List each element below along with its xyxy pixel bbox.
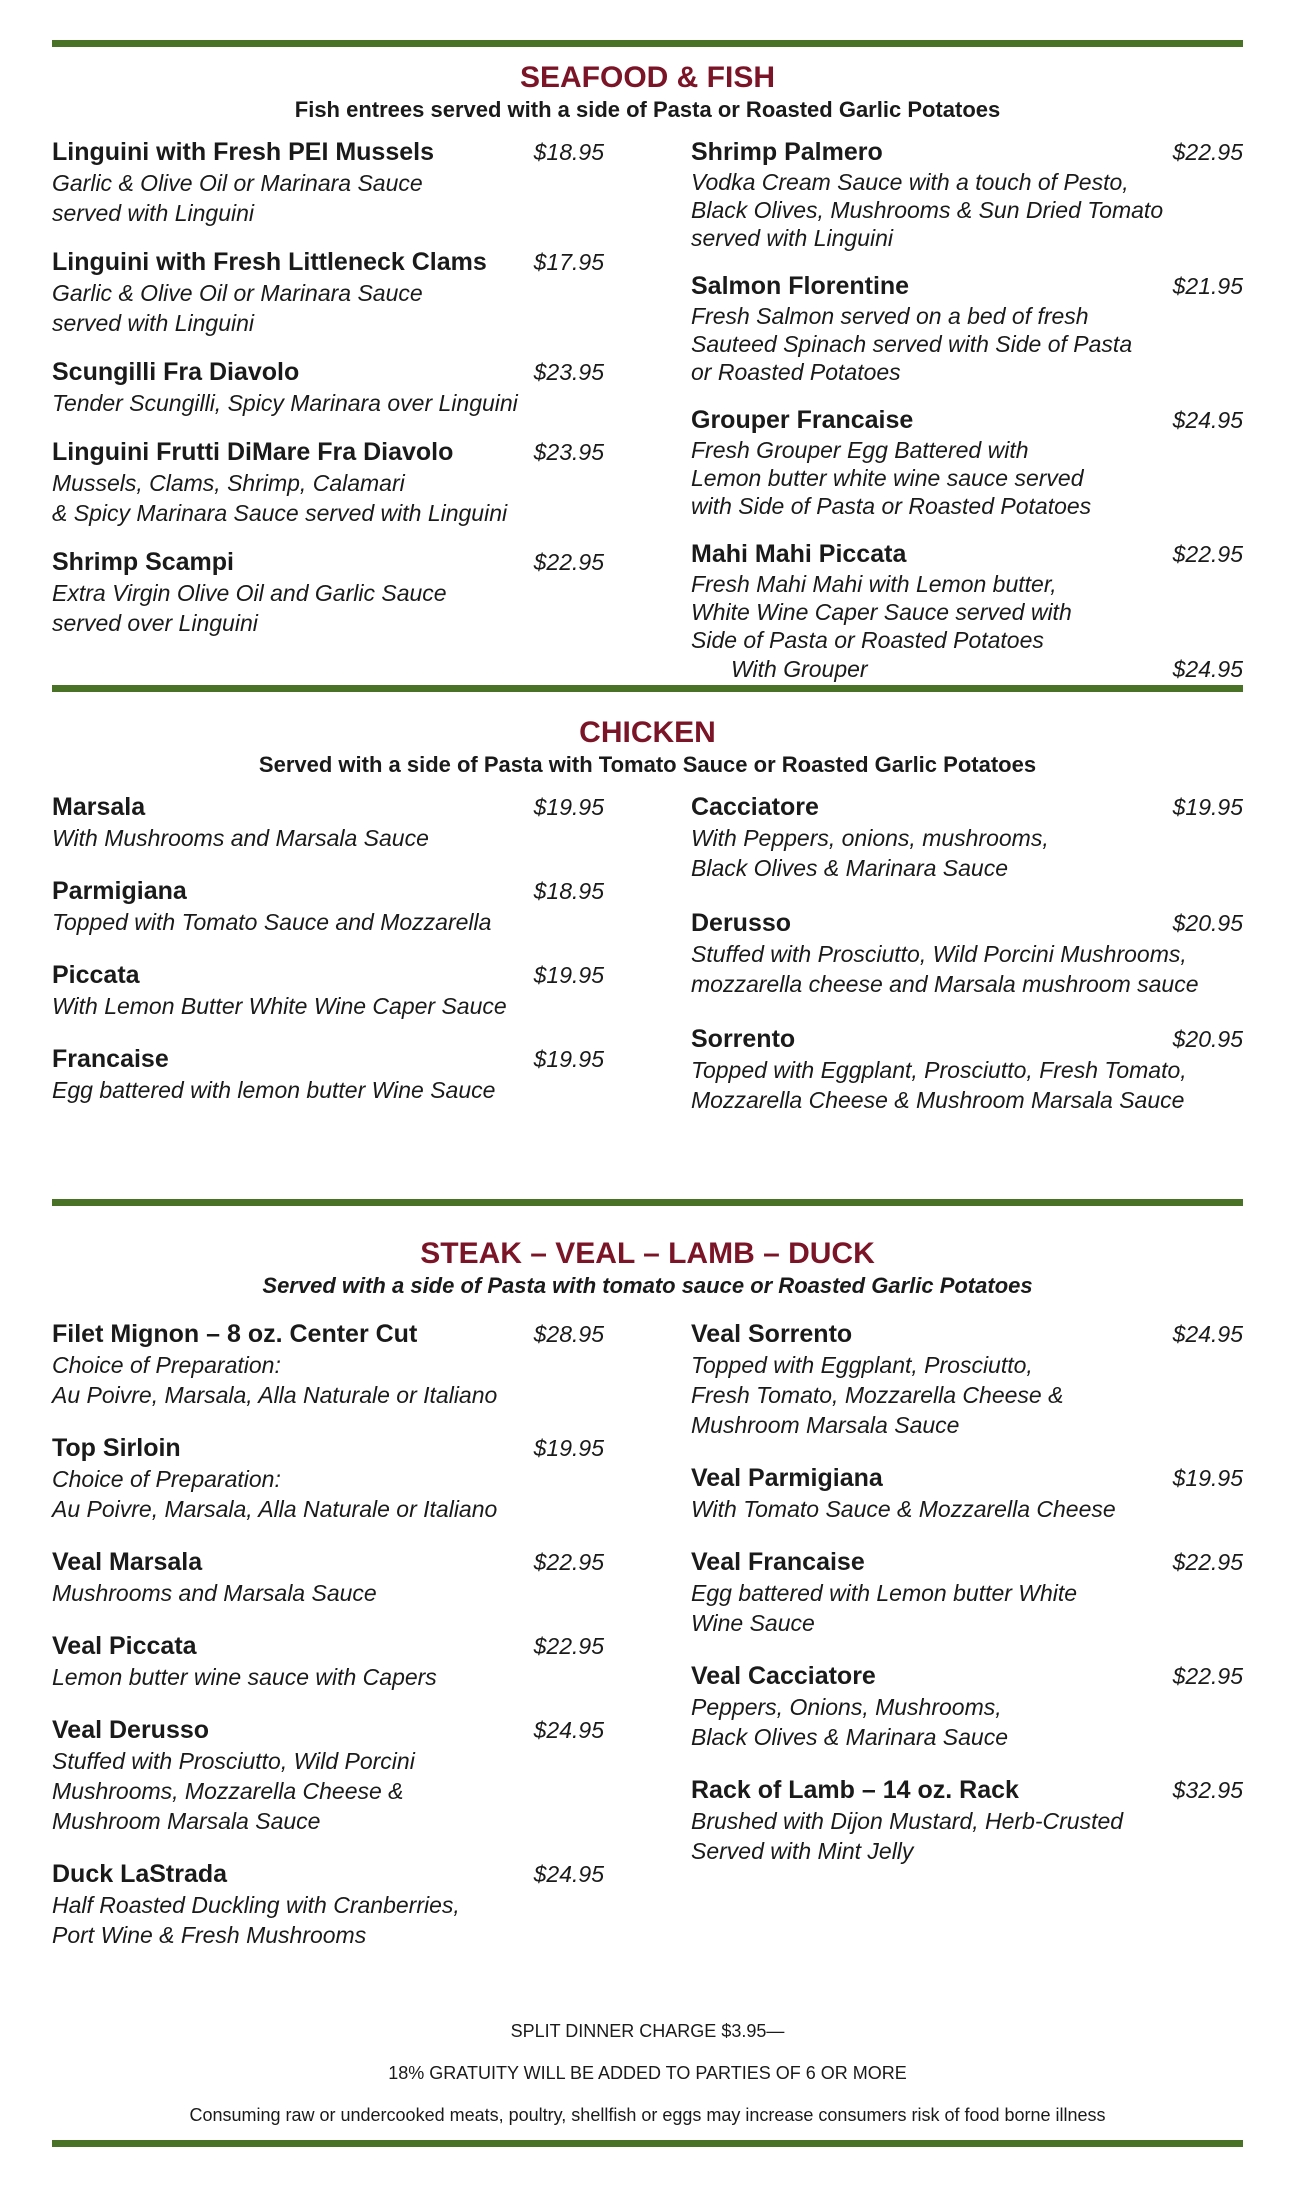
- food-safety-warning: Consuming raw or undercooked meats, poultry, shellfish or eggs may increase consumers risk of food borne illness: [189, 2105, 1106, 2125]
- chicken-right-column: [691, 791, 1243, 1133]
- chicken-subtitle: Served with a side of Pasta with Tomato Sauce or Roasted Garlic Potatoes: [258, 752, 1037, 777]
- divider-seafood-chicken: [52, 685, 1243, 692]
- item-price: $19.95: [1172, 1465, 1243, 1491]
- item-name: Veal Cacciatore: [691, 1662, 876, 1690]
- item-name: Francaise: [52, 1045, 169, 1073]
- item-description: Fresh Mahi Mahi with Lemon butter, White Wine Caper Sauce served with Side of Pasta or Roasted Potatoes: [691, 571, 1072, 653]
- item-price: $22.95: [1172, 1549, 1243, 1575]
- menu-item: [52, 1714, 604, 1836]
- item-description: With Mushrooms and Marsala Sauce: [52, 825, 429, 851]
- item-description: Lemon butter wine sauce with Capers: [52, 1664, 437, 1690]
- chicken-title: CHICKEN: [579, 716, 716, 749]
- item-description: Topped with Tomato Sauce and Mozzarella: [52, 909, 492, 935]
- item-description: Topped with Eggplant, Prosciutto, Fresh Tomato, Mozzarella Cheese & Mushroom Marsala Sauce: [691, 1057, 1187, 1113]
- item-name: Veal Marsala: [52, 1548, 203, 1576]
- item-price: $22.95: [1172, 139, 1243, 165]
- item-description: Fresh Salmon served on a bed of fresh Sauteed Spinach served with Side of Pasta or Roasted Potatoes: [691, 303, 1133, 385]
- menu-item: [691, 1462, 1243, 1524]
- seafood-subtitle: Fish entrees served with a side of Pasta or Roasted Garlic Potatoes: [294, 97, 1001, 122]
- item-description: Fresh Grouper Egg Battered with Lemon butter white wine sauce served with Side of Pasta or Roasted Potatoes: [691, 437, 1092, 519]
- menu-item: [691, 404, 1243, 520]
- steak-right-column: [691, 1318, 1243, 1968]
- seafood-left-column: [52, 136, 604, 684]
- item-description: Brushed with Dijon Mustard, Herb-Crusted Served with Mint Jelly: [691, 1808, 1124, 1864]
- item-description: Stuffed with Prosciutto, Wild Porcini Mushrooms, Mozzarella Cheese & Mushroom Marsala Sauce: [52, 1748, 415, 1834]
- menu-item: [691, 1318, 1243, 1440]
- item-description: Vodka Cream Sauce with a touch of Pesto, Black Olives, Mushrooms & Sun Dried Tomato served with Linguini: [691, 169, 1164, 251]
- option-label: With Grouper: [731, 656, 868, 682]
- steak-left-column: [52, 1318, 604, 1968]
- item-name: Veal Derusso: [52, 1716, 210, 1744]
- menu-item: [52, 791, 604, 853]
- item-price: $28.95: [533, 1321, 604, 1347]
- menu-item: [52, 1858, 604, 1950]
- item-name: Veal Piccata: [52, 1632, 197, 1660]
- item-price: $22.95: [1172, 541, 1243, 567]
- item-description: With Peppers, onions, mushrooms, Black Olives & Marinara Sauce: [691, 825, 1049, 881]
- item-name: Mahi Mahi Piccata: [691, 540, 907, 568]
- chicken-section: [52, 715, 1243, 1133]
- item-name: Linguini with Fresh PEI Mussels: [52, 138, 434, 166]
- seafood-title: SEAFOOD & FISH: [519, 61, 775, 94]
- item-name: Parmigiana: [52, 877, 187, 905]
- item-price: $22.95: [533, 549, 604, 575]
- divider-top: [52, 40, 1243, 47]
- item-price: $22.95: [533, 1633, 604, 1659]
- menu-item: [691, 136, 1243, 252]
- item-price: $24.95: [1172, 1321, 1243, 1347]
- item-description: Egg battered with Lemon butter White Wine Sauce: [691, 1580, 1078, 1636]
- item-price: $18.95: [533, 139, 604, 165]
- menu-item: [691, 538, 1243, 684]
- item-name: Veal Francaise: [691, 1548, 865, 1576]
- item-description: Topped with Eggplant, Prosciutto, Fresh Tomato, Mozzarella Cheese & Mushroom Marsala Sauce: [691, 1352, 1064, 1438]
- item-price: $32.95: [1172, 1777, 1243, 1803]
- divider-chicken-steak: [52, 1199, 1243, 1206]
- mahi-option: [691, 654, 1243, 684]
- item-name: Grouper Francaise: [691, 406, 914, 434]
- menu-item: [52, 1318, 604, 1410]
- steak-subtitle: Served with a side of Pasta with tomato sauce or Roasted Garlic Potatoes: [262, 1273, 1033, 1298]
- item-price: $23.95: [533, 439, 604, 465]
- menu-item: [691, 1023, 1243, 1115]
- split-charge-note: SPLIT DINNER CHARGE $3.95—: [510, 2021, 785, 2041]
- menu-item: [52, 875, 604, 937]
- item-price: $24.95: [533, 1717, 604, 1743]
- item-name: Marsala: [52, 793, 146, 821]
- menu-item: [52, 1630, 604, 1692]
- item-price: $17.95: [533, 249, 604, 275]
- item-description: With Tomato Sauce & Mozzarella Cheese: [691, 1496, 1116, 1522]
- item-price: $21.95: [1172, 273, 1243, 299]
- item-description: Peppers, Onions, Mushrooms, Black Olives & Marinara Sauce: [691, 1694, 1009, 1750]
- item-name: Scungilli Fra Diavolo: [52, 358, 300, 386]
- item-price: $19.95: [1172, 794, 1243, 820]
- item-name: Linguini with Fresh Littleneck Clams: [52, 248, 487, 276]
- steak-section: [52, 1236, 1243, 1968]
- item-name: Shrimp Scampi: [52, 548, 234, 576]
- menu-item: [691, 791, 1243, 883]
- seafood-right-column: [691, 136, 1243, 684]
- item-description: Stuffed with Prosciutto, Wild Porcini Mushrooms, mozzarella cheese and Marsala mushroom sauce: [691, 941, 1199, 997]
- item-price: $19.95: [533, 1435, 604, 1461]
- chicken-left-column: [52, 791, 604, 1133]
- item-price: $20.95: [1172, 1026, 1243, 1052]
- menu-item: [691, 1774, 1243, 1866]
- item-description: With Lemon Butter White Wine Caper Sauce: [52, 993, 507, 1019]
- item-name: Linguini Frutti DiMare Fra Diavolo: [52, 438, 454, 466]
- item-description: Garlic & Olive Oil or Marinara Sauce served with Linguini: [52, 280, 423, 336]
- item-description: Half Roasted Duckling with Cranberries, Port Wine & Fresh Mushrooms: [52, 1892, 460, 1948]
- menu-item: [52, 436, 604, 528]
- item-name: Duck LaStrada: [52, 1860, 228, 1888]
- item-description: Extra Virgin Olive Oil and Garlic Sauce served over Linguini: [52, 580, 447, 636]
- seafood-section: [52, 60, 1243, 684]
- item-price: $18.95: [533, 878, 604, 904]
- item-description: Choice of Preparation: Au Poivre, Marsala, Alla Naturale or Italiano: [52, 1466, 498, 1522]
- item-price: $24.95: [1172, 407, 1243, 433]
- item-name: Sorrento: [691, 1025, 796, 1053]
- option-price: $24.95: [1172, 656, 1243, 682]
- steak-title: STEAK – VEAL – LAMB – DUCK: [420, 1237, 875, 1270]
- menu-item: [52, 1043, 604, 1105]
- menu-item: [52, 546, 604, 638]
- item-price: $19.95: [533, 794, 604, 820]
- item-name: Derusso: [691, 909, 792, 937]
- item-description: Mussels, Clams, Shrimp, Calamari & Spicy Marinara Sauce served with Linguini: [52, 470, 508, 526]
- item-description: Mushrooms and Marsala Sauce: [52, 1580, 377, 1606]
- item-price: $20.95: [1172, 910, 1243, 936]
- divider-bottom: [52, 2140, 1243, 2147]
- item-name: Filet Mignon – 8 oz. Center Cut: [52, 1320, 418, 1348]
- item-price: $24.95: [533, 1861, 604, 1887]
- menu-item: [52, 1546, 604, 1608]
- menu-item: [691, 1546, 1243, 1638]
- menu-item: [52, 959, 604, 1021]
- item-name: Top Sirloin: [52, 1434, 181, 1462]
- menu-item: [52, 356, 604, 418]
- item-name: Shrimp Palmero: [691, 138, 883, 166]
- menu-item: [691, 1660, 1243, 1752]
- item-description: Choice of Preparation: Au Poivre, Marsala, Alla Naturale or Italiano: [52, 1352, 498, 1408]
- item-name: Veal Sorrento: [691, 1320, 853, 1348]
- item-description: Egg battered with lemon butter Wine Sauce: [52, 1077, 496, 1103]
- item-name: Piccata: [52, 961, 140, 989]
- item-name: Cacciatore: [691, 793, 819, 821]
- item-name: Salmon Florentine: [691, 272, 910, 300]
- item-name: Veal Parmigiana: [691, 1464, 883, 1492]
- item-price: $22.95: [1172, 1663, 1243, 1689]
- menu-item: [691, 270, 1243, 386]
- item-price: $22.95: [533, 1549, 604, 1575]
- gratuity-note: 18% GRATUITY WILL BE ADDED TO PARTIES OF 6 OR MORE: [388, 2063, 907, 2083]
- item-price: $19.95: [533, 962, 604, 988]
- menu-item: [52, 136, 604, 228]
- menu-item: [52, 246, 604, 338]
- item-name: Rack of Lamb – 14 oz. Rack: [691, 1776, 1019, 1804]
- menu-item: [691, 907, 1243, 999]
- item-price: $19.95: [533, 1046, 604, 1072]
- item-description: Tender Scungilli, Spicy Marinara over Linguini: [52, 390, 518, 416]
- item-description: Garlic & Olive Oil or Marinara Sauce served with Linguini: [52, 170, 423, 226]
- menu-footer: [52, 2010, 1243, 2136]
- menu-item: [52, 1432, 604, 1524]
- item-price: $23.95: [533, 359, 604, 385]
